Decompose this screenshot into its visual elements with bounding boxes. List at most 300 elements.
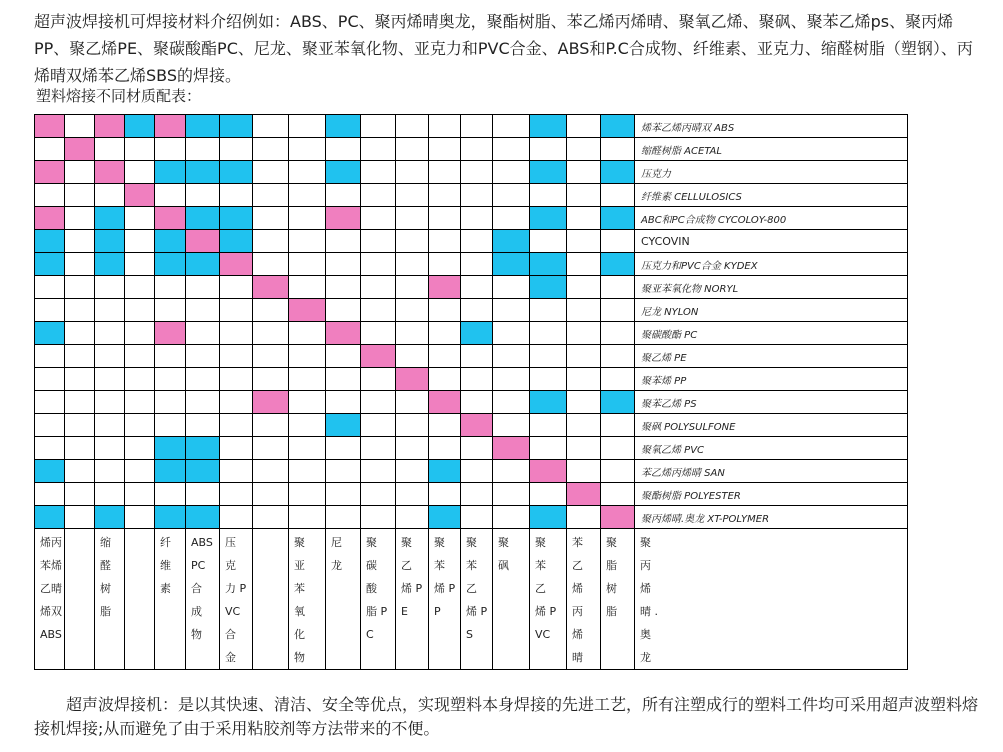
- matrix-cell-empty: [396, 184, 429, 207]
- matrix-cell-empty: [65, 391, 95, 414]
- matrix-cell-empty: [493, 414, 530, 437]
- matrix-cell-empty: [289, 460, 326, 483]
- matrix-cell-empty: [396, 253, 429, 276]
- matrix-cell-empty: [567, 184, 601, 207]
- matrix-cell-empty: [429, 345, 461, 368]
- column-label: [493, 529, 530, 670]
- column-label: [65, 529, 95, 670]
- matrix-cell-empty: [326, 345, 361, 368]
- matrix-cell-empty: [361, 460, 396, 483]
- matrix-cell-empty: [493, 207, 530, 230]
- matrix-cell-blue: [186, 253, 220, 276]
- matrix-cell-blue: [461, 322, 493, 345]
- matrix-cell-empty: [429, 184, 461, 207]
- column-label: [253, 529, 289, 670]
- matrix-cell-empty: [35, 483, 65, 506]
- matrix-cell-empty: [567, 437, 601, 460]
- matrix-cell-empty: [326, 506, 361, 529]
- matrix-cell-empty: [396, 230, 429, 253]
- row-label: 聚乙烯 PE: [635, 345, 908, 368]
- matrix-cell-empty: [530, 299, 567, 322]
- matrix-cell-empty: [361, 253, 396, 276]
- row-label: 压克力和PVC合金 KYDEX: [635, 253, 908, 276]
- matrix-cell-empty: [429, 230, 461, 253]
- matrix-cell-empty: [253, 368, 289, 391]
- matrix-cell-empty: [253, 322, 289, 345]
- matrix-cell-empty: [326, 230, 361, 253]
- column-label: [95, 529, 125, 670]
- matrix-cell-empty: [396, 322, 429, 345]
- matrix-cell-empty: [289, 253, 326, 276]
- matrix-cell-empty: [65, 414, 95, 437]
- matrix-cell-empty: [493, 483, 530, 506]
- matrix-cell-empty: [361, 506, 396, 529]
- matrix-cell-empty: [396, 437, 429, 460]
- matrix-cell-empty: [65, 184, 95, 207]
- matrix-cell-empty: [95, 276, 125, 299]
- matrix-cell-empty: [396, 161, 429, 184]
- matrix-cell-blue: [601, 253, 635, 276]
- matrix-cell-empty: [601, 483, 635, 506]
- matrix-cell-empty: [220, 483, 253, 506]
- matrix-cell-empty: [65, 230, 95, 253]
- matrix-cell-blue: [95, 207, 125, 230]
- row-label: 聚亚苯氧化物 NORYL: [635, 276, 908, 299]
- matrix-cell-empty: [155, 184, 186, 207]
- matrix-cell-empty: [429, 368, 461, 391]
- matrix-cell-empty: [567, 460, 601, 483]
- matrix-cell-blue: [530, 391, 567, 414]
- table-row: [35, 506, 908, 529]
- matrix-cell-blue: [530, 161, 567, 184]
- matrix-cell-empty: [289, 138, 326, 161]
- matrix-cell-empty: [125, 460, 155, 483]
- matrix-cell-empty: [429, 115, 461, 138]
- matrix-cell-empty: [396, 483, 429, 506]
- row-label: 尼龙 NYLON: [635, 299, 908, 322]
- matrix-cell-blue: [35, 253, 65, 276]
- matrix-cell-empty: [253, 460, 289, 483]
- matrix-cell-empty: [396, 138, 429, 161]
- matrix-cell-empty: [361, 184, 396, 207]
- column-label: [155, 529, 186, 670]
- matrix-cell-empty: [65, 483, 95, 506]
- matrix-cell-empty: [461, 460, 493, 483]
- matrix-cell-blue: [530, 253, 567, 276]
- matrix-cell-empty: [253, 345, 289, 368]
- matrix-cell-empty: [95, 322, 125, 345]
- matrix-cell-empty: [567, 115, 601, 138]
- matrix-cell-blue: [601, 161, 635, 184]
- table-row: [35, 391, 908, 414]
- matrix-cell-empty: [65, 345, 95, 368]
- matrix-cell-empty: [361, 368, 396, 391]
- matrix-cell-blue: [35, 322, 65, 345]
- table-row: [35, 368, 908, 391]
- matrix-cell-empty: [186, 345, 220, 368]
- column-label-row: [35, 529, 908, 670]
- matrix-cell-empty: [35, 299, 65, 322]
- matrix-cell-empty: [567, 414, 601, 437]
- matrix-cell-empty: [326, 184, 361, 207]
- matrix-cell-empty: [530, 322, 567, 345]
- column-label-text: 聚 苯 乙 烯 PS: [466, 536, 488, 641]
- matrix-cell-empty: [326, 138, 361, 161]
- matrix-cell-magenta: [155, 115, 186, 138]
- matrix-cell-empty: [125, 161, 155, 184]
- column-label: [396, 529, 429, 670]
- matrix-cell-empty: [396, 460, 429, 483]
- matrix-cell-empty: [186, 322, 220, 345]
- matrix-cell-blue: [186, 115, 220, 138]
- column-label: [635, 529, 908, 670]
- matrix-cell-blue: [220, 161, 253, 184]
- matrix-cell-empty: [253, 299, 289, 322]
- matrix-cell-blue: [220, 230, 253, 253]
- column-label: [530, 529, 567, 670]
- matrix-cell-empty: [155, 345, 186, 368]
- matrix-cell-empty: [530, 414, 567, 437]
- matrix-cell-empty: [125, 414, 155, 437]
- matrix-cell-empty: [289, 414, 326, 437]
- matrix-cell-blue: [601, 207, 635, 230]
- matrix-cell-empty: [493, 138, 530, 161]
- matrix-cell-blue: [601, 391, 635, 414]
- matrix-cell-empty: [461, 368, 493, 391]
- column-label: [601, 529, 635, 670]
- matrix-cell-empty: [361, 115, 396, 138]
- matrix-cell-empty: [493, 184, 530, 207]
- matrix-cell-blue: [493, 253, 530, 276]
- matrix-cell-empty: [326, 299, 361, 322]
- matrix-cell-empty: [567, 391, 601, 414]
- matrix-cell-empty: [125, 437, 155, 460]
- matrix-cell-empty: [289, 483, 326, 506]
- matrix-cell-magenta: [186, 230, 220, 253]
- matrix-cell-empty: [125, 207, 155, 230]
- matrix-cell-empty: [35, 391, 65, 414]
- column-label-text: 聚 碳 酸 脂 PC: [366, 536, 388, 641]
- matrix-cell-empty: [493, 506, 530, 529]
- column-label-text: 苯 乙 烯 丙 烯 晴: [572, 536, 583, 664]
- table-row: [35, 276, 908, 299]
- matrix-cell-empty: [65, 322, 95, 345]
- column-label-text: 聚 苯 乙 烯 PVC: [535, 536, 557, 641]
- matrix-cell-empty: [493, 161, 530, 184]
- matrix-cell-empty: [429, 483, 461, 506]
- matrix-cell-empty: [220, 506, 253, 529]
- column-label: [326, 529, 361, 670]
- matrix-cell-empty: [289, 506, 326, 529]
- matrix-cell-empty: [601, 368, 635, 391]
- matrix-cell-empty: [125, 483, 155, 506]
- matrix-cell-empty: [155, 483, 186, 506]
- matrix-cell-empty: [289, 345, 326, 368]
- matrix-cell-empty: [253, 506, 289, 529]
- matrix-cell-empty: [601, 184, 635, 207]
- matrix-cell-empty: [186, 414, 220, 437]
- matrix-cell-empty: [601, 322, 635, 345]
- row-label: 聚砜 POLYSULFONE: [635, 414, 908, 437]
- table-title: 塑料熔接不同材质配表：: [36, 87, 202, 105]
- intro-paragraph: 超声波焊接机可焊接材料介绍例如：ABS、PC、聚丙烯晴奥龙，聚酯树脂、苯乙烯丙烯晴、聚氧乙烯、聚砜、聚苯乙烯ps、聚丙烯PP、聚乙烯PE、聚碳酸酯PC、尼龙、聚亚苯氧化物、亚克力和PVC合金、ABS和P.C合成物、纤维素、亚克力、缩醛树脂（塑钢）、丙烯晴双烯苯乙烯SBS的焊接。: [34, 12, 973, 85]
- matrix-cell-empty: [461, 184, 493, 207]
- table-row: [35, 184, 908, 207]
- matrix-cell-blue: [155, 437, 186, 460]
- matrix-cell-blue: [95, 230, 125, 253]
- matrix-cell-empty: [125, 322, 155, 345]
- matrix-cell-magenta: [493, 437, 530, 460]
- matrix-cell-empty: [125, 230, 155, 253]
- matrix-cell-empty: [567, 230, 601, 253]
- matrix-cell-empty: [220, 460, 253, 483]
- matrix-cell-empty: [493, 391, 530, 414]
- matrix-cell-empty: [429, 299, 461, 322]
- matrix-cell-empty: [326, 368, 361, 391]
- column-label: [567, 529, 601, 670]
- matrix-cell-magenta: [35, 207, 65, 230]
- matrix-cell-empty: [361, 276, 396, 299]
- matrix-cell-empty: [155, 138, 186, 161]
- matrix-cell-empty: [530, 230, 567, 253]
- matrix-cell-empty: [65, 161, 95, 184]
- matrix-cell-empty: [125, 276, 155, 299]
- matrix-cell-empty: [326, 460, 361, 483]
- table-row: [35, 161, 908, 184]
- matrix-cell-empty: [220, 368, 253, 391]
- matrix-cell-empty: [429, 414, 461, 437]
- matrix-cell-empty: [461, 391, 493, 414]
- matrix-cell-blue: [186, 207, 220, 230]
- matrix-cell-empty: [461, 345, 493, 368]
- matrix-cell-empty: [530, 184, 567, 207]
- matrix-cell-empty: [35, 437, 65, 460]
- matrix-cell-empty: [530, 437, 567, 460]
- column-label: [186, 529, 220, 670]
- matrix-cell-blue: [429, 506, 461, 529]
- column-label-text: 烯丙 苯烯 乙晴 烯双 ABS: [40, 536, 62, 641]
- matrix-cell-blue: [326, 414, 361, 437]
- matrix-cell-empty: [253, 115, 289, 138]
- matrix-cell-empty: [567, 299, 601, 322]
- matrix-cell-empty: [396, 299, 429, 322]
- matrix-cell-empty: [361, 322, 396, 345]
- matrix-cell-empty: [65, 299, 95, 322]
- matrix-cell-empty: [461, 115, 493, 138]
- matrix-cell-empty: [567, 161, 601, 184]
- matrix-cell-empty: [289, 437, 326, 460]
- column-label-text: 聚 丙 烯 晴 . 奥 龙: [640, 536, 658, 664]
- matrix-cell-magenta: [326, 322, 361, 345]
- column-label-text: 聚 脂 树 脂: [606, 536, 617, 618]
- compatibility-table: [34, 114, 908, 670]
- table-row: [35, 437, 908, 460]
- matrix-cell-empty: [186, 368, 220, 391]
- column-label-text: 纤 维 素: [160, 536, 171, 595]
- matrix-cell-empty: [567, 138, 601, 161]
- matrix-cell-empty: [396, 276, 429, 299]
- matrix-cell-blue: [95, 253, 125, 276]
- matrix-cell-empty: [567, 276, 601, 299]
- matrix-cell-empty: [253, 253, 289, 276]
- column-label-text: 聚 亚 苯 氧 化 物: [294, 536, 305, 664]
- column-label-text: 聚 砜: [498, 536, 509, 572]
- matrix-cell-empty: [289, 207, 326, 230]
- matrix-cell-empty: [567, 368, 601, 391]
- matrix-cell-empty: [35, 368, 65, 391]
- matrix-cell-empty: [220, 138, 253, 161]
- matrix-cell-empty: [326, 253, 361, 276]
- matrix-cell-empty: [396, 414, 429, 437]
- matrix-cell-blue: [186, 437, 220, 460]
- matrix-cell-magenta: [396, 368, 429, 391]
- matrix-cell-empty: [530, 138, 567, 161]
- matrix-cell-magenta: [429, 276, 461, 299]
- matrix-cell-empty: [253, 138, 289, 161]
- matrix-cell-magenta: [65, 138, 95, 161]
- matrix-cell-empty: [361, 391, 396, 414]
- matrix-cell-magenta: [35, 161, 65, 184]
- matrix-cell-empty: [95, 391, 125, 414]
- matrix-cell-magenta: [601, 506, 635, 529]
- matrix-cell-blue: [155, 161, 186, 184]
- matrix-cell-blue: [493, 230, 530, 253]
- table-row: [35, 414, 908, 437]
- table-row: [35, 460, 908, 483]
- matrix-cell-blue: [220, 115, 253, 138]
- matrix-cell-empty: [65, 253, 95, 276]
- matrix-cell-empty: [95, 345, 125, 368]
- matrix-cell-empty: [567, 207, 601, 230]
- matrix-cell-empty: [220, 345, 253, 368]
- column-label: [361, 529, 396, 670]
- matrix-cell-empty: [220, 414, 253, 437]
- matrix-cell-empty: [95, 138, 125, 161]
- table-row: [35, 207, 908, 230]
- matrix-cell-empty: [601, 345, 635, 368]
- matrix-cell-empty: [326, 483, 361, 506]
- matrix-cell-magenta: [567, 483, 601, 506]
- matrix-cell-empty: [461, 506, 493, 529]
- matrix-cell-empty: [396, 391, 429, 414]
- matrix-cell-empty: [220, 184, 253, 207]
- matrix-cell-empty: [95, 483, 125, 506]
- row-label: 纤维素 CELLULOSICS: [635, 184, 908, 207]
- matrix-cell-empty: [326, 437, 361, 460]
- matrix-cell-empty: [220, 322, 253, 345]
- column-label: [125, 529, 155, 670]
- matrix-cell-blue: [35, 460, 65, 483]
- matrix-cell-empty: [493, 322, 530, 345]
- matrix-cell-empty: [125, 368, 155, 391]
- matrix-cell-empty: [65, 207, 95, 230]
- matrix-cell-empty: [289, 368, 326, 391]
- matrix-cell-empty: [65, 460, 95, 483]
- matrix-cell-empty: [396, 207, 429, 230]
- matrix-cell-empty: [493, 276, 530, 299]
- matrix-cell-empty: [186, 483, 220, 506]
- matrix-cell-magenta: [429, 391, 461, 414]
- row-label: 聚苯乙烯 PS: [635, 391, 908, 414]
- column-label-text: 压 克 力 PVC 合 金: [225, 536, 247, 664]
- matrix-cell-empty: [567, 322, 601, 345]
- matrix-cell-blue: [530, 276, 567, 299]
- matrix-cell-empty: [289, 115, 326, 138]
- matrix-cell-empty: [125, 391, 155, 414]
- matrix-cell-blue: [220, 207, 253, 230]
- matrix-cell-magenta: [95, 161, 125, 184]
- matrix-cell-empty: [186, 138, 220, 161]
- matrix-cell-empty: [361, 138, 396, 161]
- matrix-cell-empty: [253, 184, 289, 207]
- matrix-cell-empty: [35, 414, 65, 437]
- matrix-cell-empty: [186, 276, 220, 299]
- matrix-cell-empty: [220, 437, 253, 460]
- matrix-cell-empty: [65, 276, 95, 299]
- matrix-cell-blue: [155, 506, 186, 529]
- matrix-cell-magenta: [155, 207, 186, 230]
- matrix-cell-empty: [125, 506, 155, 529]
- matrix-cell-blue: [125, 115, 155, 138]
- matrix-cell-empty: [253, 414, 289, 437]
- matrix-cell-empty: [186, 184, 220, 207]
- footer-paragraph: 超声波焊接机：是以其快速、清洁、安全等优点，实现塑料本身焊接的先进工艺，所有注塑成行的塑料工件均可采用超声波塑料熔接机焊接;从而避免了由于采用粘胶剂等方法带来的不便。: [34, 695, 979, 738]
- table-row: [35, 345, 908, 368]
- matrix-cell-magenta: [253, 391, 289, 414]
- matrix-cell-empty: [567, 506, 601, 529]
- row-label: 聚碳酸酯 PC: [635, 322, 908, 345]
- matrix-cell-empty: [429, 138, 461, 161]
- matrix-cell-blue: [35, 506, 65, 529]
- matrix-cell-blue: [186, 161, 220, 184]
- matrix-cell-empty: [493, 115, 530, 138]
- matrix-cell-empty: [125, 345, 155, 368]
- matrix-cell-empty: [461, 161, 493, 184]
- row-label: 聚酯树脂 POLYESTER: [635, 483, 908, 506]
- matrix-cell-empty: [65, 368, 95, 391]
- matrix-cell-empty: [125, 299, 155, 322]
- matrix-cell-empty: [493, 368, 530, 391]
- matrix-cell-blue: [155, 253, 186, 276]
- matrix-cell-magenta: [253, 276, 289, 299]
- matrix-cell-empty: [361, 483, 396, 506]
- matrix-cell-empty: [155, 414, 186, 437]
- table-row: [35, 299, 908, 322]
- matrix-cell-empty: [220, 391, 253, 414]
- matrix-cell-empty: [461, 299, 493, 322]
- matrix-cell-empty: [429, 437, 461, 460]
- matrix-cell-empty: [125, 253, 155, 276]
- matrix-cell-blue: [530, 115, 567, 138]
- matrix-cell-empty: [461, 253, 493, 276]
- matrix-cell-magenta: [289, 299, 326, 322]
- matrix-cell-empty: [326, 391, 361, 414]
- row-label: CYCOVIN: [635, 230, 908, 253]
- matrix-cell-empty: [155, 368, 186, 391]
- matrix-cell-empty: [530, 483, 567, 506]
- matrix-cell-empty: [493, 345, 530, 368]
- matrix-cell-empty: [65, 506, 95, 529]
- matrix-cell-empty: [125, 138, 155, 161]
- matrix-cell-empty: [220, 299, 253, 322]
- matrix-cell-empty: [461, 483, 493, 506]
- matrix-cell-empty: [289, 322, 326, 345]
- column-label-text: ABS PC 合 成 物: [191, 536, 213, 641]
- matrix-cell-empty: [461, 437, 493, 460]
- table-row: [35, 253, 908, 276]
- matrix-cell-empty: [95, 437, 125, 460]
- matrix-cell-empty: [361, 230, 396, 253]
